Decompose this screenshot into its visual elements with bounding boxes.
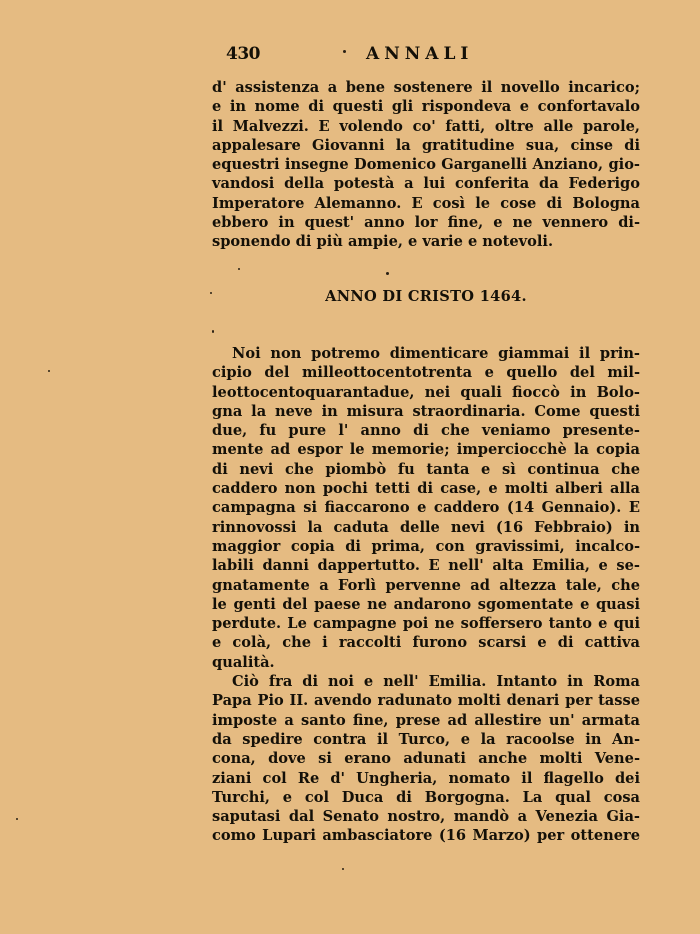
text-line: imposte a santo fine, prese ad allestire un' armata [212,711,640,729]
text-line: da spedire contra il Turco, e la racoolse in An- [212,730,640,748]
text-line: cipio del milleottocentotrenta e quello del mil- [212,364,640,382]
text-line: appalesare Giovanni la gratitudine sua, cinse di [212,136,640,154]
text-line: ebbero in quest' anno lor fine, e ne vennero di- [212,214,640,232]
text-line: qualità. [212,653,275,671]
text-line: vandosi della potestà a lui conferita da Federigo [212,175,640,193]
print-speck [386,272,389,275]
print-speck [342,868,344,870]
text-line: gna la neve in misura straordinaria. Come questi [212,402,640,420]
text-line: e in nome di questi gli rispondeva e confortavalo [212,98,640,116]
text-line: maggior copia di prima, con gravissimi, incalco- [212,537,640,555]
text-line: como Lupari ambasciatore (16 Marzo) per ottenere [212,827,640,845]
print-speck [48,370,50,372]
print-speck [212,330,214,333]
text-line: Ciò fra di noi e nell' Emilia. Intanto in Roma [232,673,640,691]
text-line: due, fu pure l' anno di che veniamo presente- [212,422,640,440]
text-line: il Malvezzi. E volendo co' fatti, oltre alle parole, [212,117,640,135]
running-head [226,44,646,68]
text-line: Turchi, e col Duca di Borgogna. La qual cosa [212,788,640,806]
text-line: le genti del paese ne andarono sgomentate e quasi [212,595,640,613]
page-number: 430 [226,44,260,64]
running-title: ANNALI [366,44,474,64]
text-line: Noi non potremo dimenticare giammai il prin- [232,345,640,362]
text-line: Papa Pio II. avendo radunato molti denari per tasse [212,692,640,710]
text-line: mente ad espor le memorie; imperciocchè la copia [212,441,640,459]
text-line: rinnovossi la caduta delle nevi (16 Febbraio) in [212,518,640,536]
text-line: di nevi che piombò fu tanta e sì continua che [212,460,640,478]
print-speck [238,268,240,270]
text-line: e colà, che i raccolti furono scarsi e di cattiva [212,634,640,652]
text-line: labili danni dappertutto. E nell' alta Emilia, e se- [212,557,640,575]
text-line: equestri insegne Domenico Garganelli Anziano, gio- [212,156,640,174]
text-line: saputasi dal Senato nostro, mandò a Venezia Gia- [212,808,640,826]
text-line: gnatamente a Forlì pervenne ad altezza tale, che [212,576,640,594]
print-speck [343,50,346,53]
text-line: caddero non pochi tetti di case, e molti alberi alla [212,480,640,498]
text-line: ziani col Re d' Ungheria, nomato il flagello dei [212,769,640,787]
text-line: d' assistenza a bene sostenere il novello incarico; [212,79,640,96]
text-line: campagna si fiaccarono e caddero (14 Gennaio). E [212,499,640,517]
print-speck [210,292,212,294]
body-text [212,344,640,846]
text-line: perdute. Le campagne poi ne soffersero tanto e qui [212,615,640,633]
text-line: leottocentoquarantadue, nei quali fioccò in Bolo- [212,383,640,401]
text-line: cona, dove si erano adunati anche molti Vene- [212,750,640,768]
text-line: sponendo di più ampie, e varie e notevoli. [212,233,554,251]
continued-paragraph [212,78,640,252]
text-line: Imperatore Alemanno. E così le cose di Bologna [212,194,640,212]
section-heading: ANNO DI CRISTO 1464. [325,288,527,305]
print-speck [16,818,18,820]
